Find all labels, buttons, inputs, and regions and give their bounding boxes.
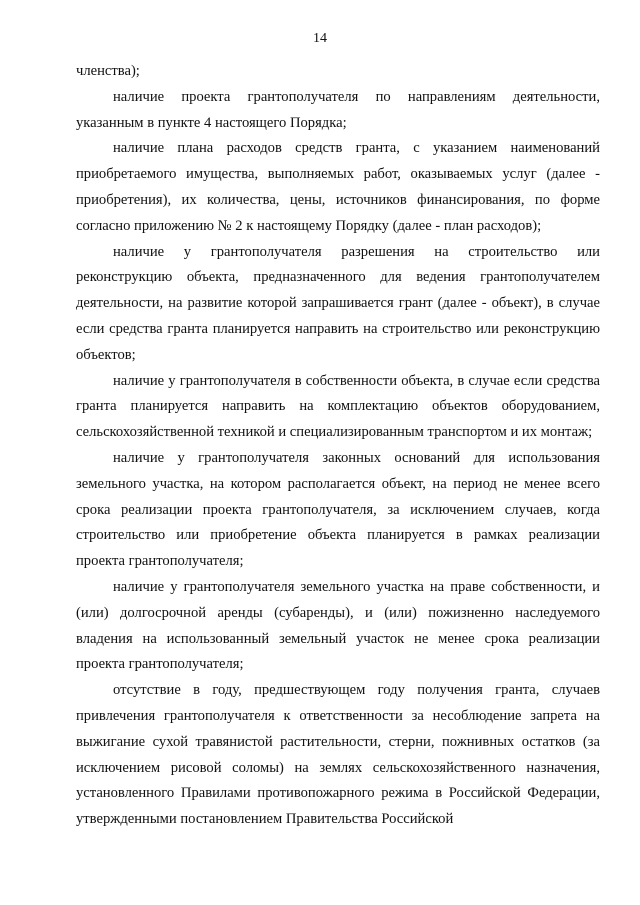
document-body: [76, 59, 600, 833]
paragraph-project: наличие проекта грантополучателя по направлениям деятельности, указанным в пункте 4 настоящего Порядка;: [76, 88, 600, 131]
paragraph-no-burning-violations: отсутствие в году, предшествующем году получения гранта, случаев привлечения грантополучателя к ответственности за несоблюдение запрета на выжигание сухой травянистой растительности, стерни, пожнивных остатков (за исключением рисовой соломы) на землях сельскохозяйственного назначения, установленного Правилами противопожарного режима в Российской Федерации, утвержденными постановлением Правительства Российской: [76, 682, 600, 828]
paragraph-construction-permit: наличие у грантополучателя разрешения на строительство или реконструкцию объекта, предназначенного для ведения грантополучателем деятельности, на развитие которой запрашивается грант (далее - объект), в случае если средства гранта планируется направить на строительство или реконструкцию объектов;: [76, 243, 600, 363]
paragraph-land-ownership: наличие у грантополучателя земельного участка на праве собственности, и (или) долгосрочной аренды (субаренды), и (или) пожизненно наследуемого владения на использованный земельный участок не менее срока реализации проекта грантополучателя;: [76, 578, 600, 673]
paragraph-land-legal-grounds: наличие у грантополучателя законных оснований для использования земельного участка, на котором располагается объект, на период не менее всего срока реализации проекта грантополучателя, за исключением случаев, когда строительство или приобретение объекта планируется в рамках реализации проекта грантополучателя;: [76, 449, 600, 570]
paragraph-object-ownership: наличие у грантополучателя в собственности объекта, в случае если средства гранта планируется направить на комплектацию объектов оборудованием, сельскохозяйственной техникой и специализированным транспортом и их монтаж;: [76, 372, 600, 441]
paragraph-expense-plan: наличие плана расходов средств гранта, с указанием наименований приобретаемого имущества, выполняемых работ, оказываемых услуг (далее - приобретения), их количества, цены, источников финансирования, по форме согласно приложению № 2 к настоящему Порядку (далее - план расходов);: [76, 140, 600, 234]
page-number: 14: [313, 31, 327, 46]
paragraph-continuation: членства);: [76, 63, 140, 79]
